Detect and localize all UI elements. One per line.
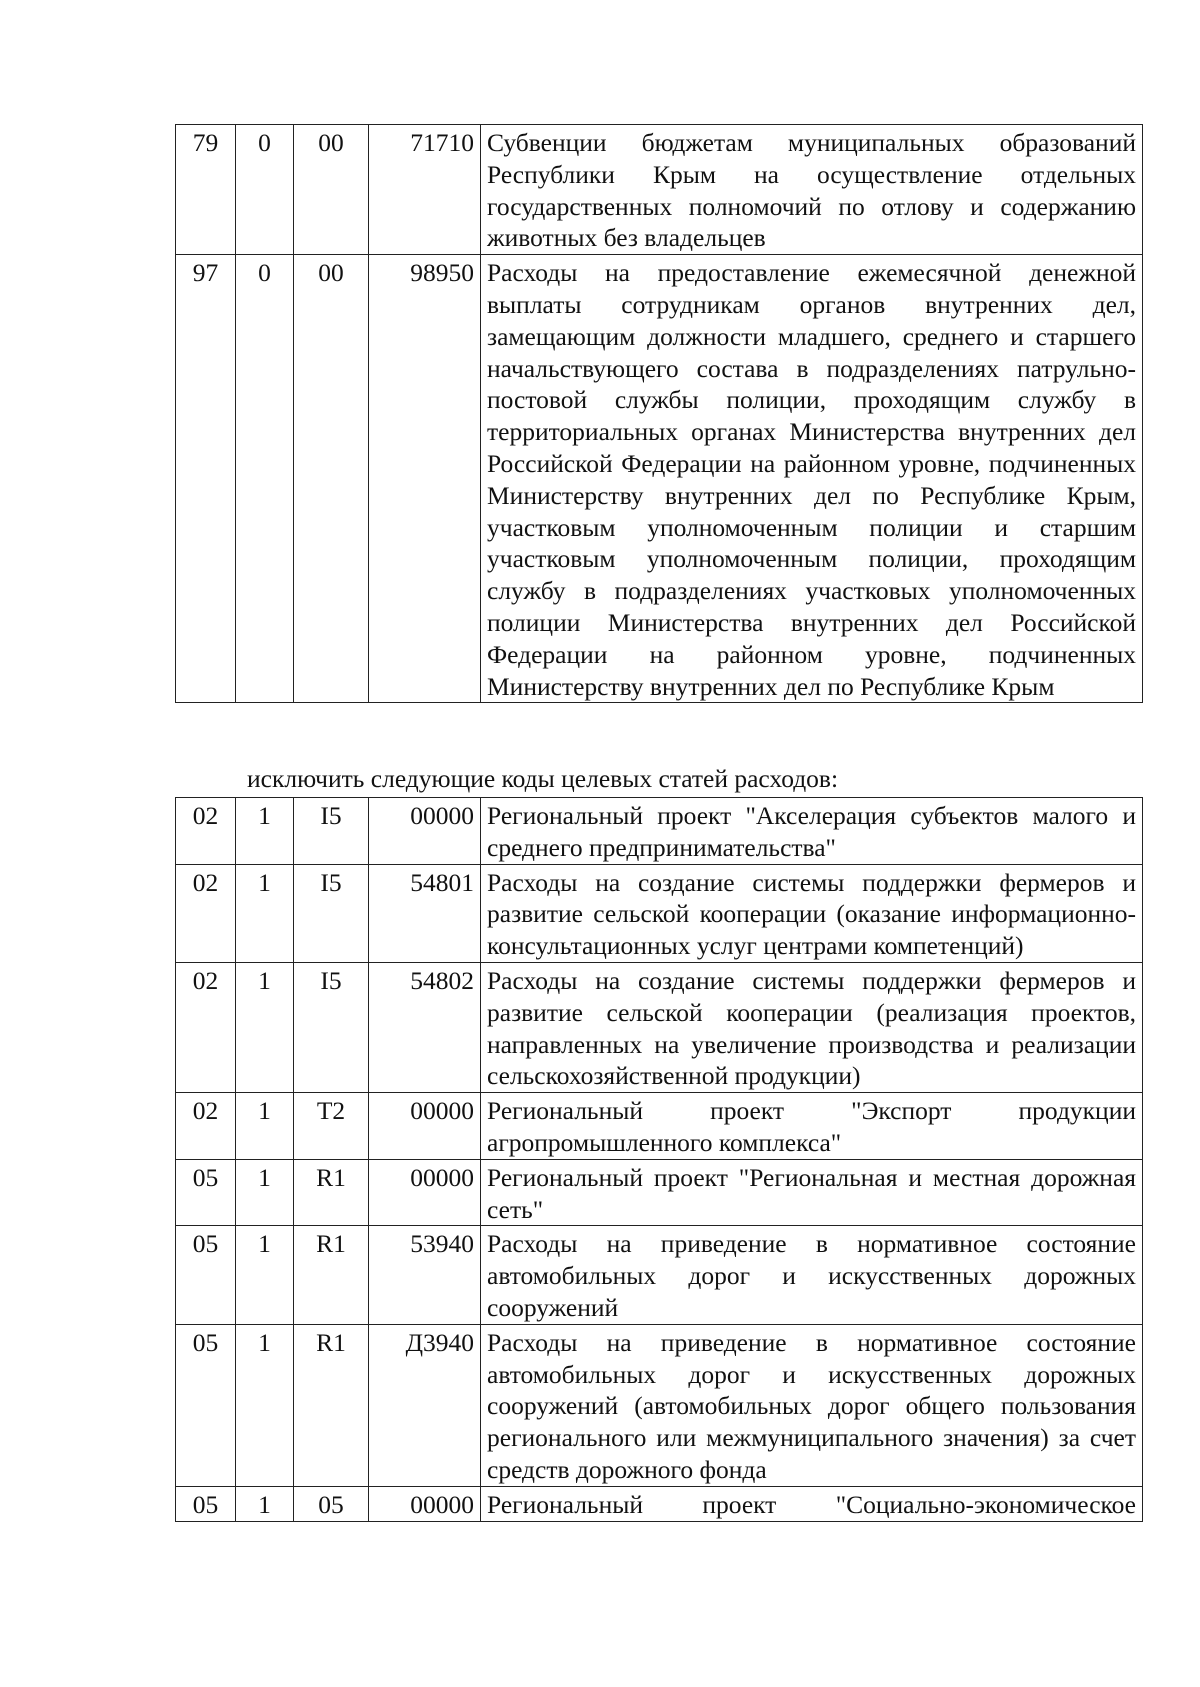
item-description: Региональный проект "Акселерация субъектов малого и среднего предпринимательства"	[481, 798, 1143, 865]
direction-code: 54801	[369, 864, 481, 962]
direction-code: 98950	[369, 255, 481, 703]
subprogram-code: 1	[236, 962, 294, 1092]
table-row	[176, 1324, 1143, 1486]
direction-code: 00000	[369, 1159, 481, 1226]
subprogram-code: 1	[236, 864, 294, 962]
table-row	[176, 1226, 1143, 1324]
direction-code: 54802	[369, 962, 481, 1092]
item-description: Региональный проект "Социально-экономическое	[481, 1486, 1143, 1521]
table-row	[176, 1159, 1143, 1226]
event-code: R1	[294, 1226, 369, 1324]
item-description: Расходы на предоставление ежемесячной денежной выплаты сотрудникам органов внутренних дел, замещающим должности младшего, среднего и старшего начальствующего состава в подразделениях патрульно-постовой службы полиции, проходящим службу в территориальных органах Министерства внутренних дел Российской Федерации на районном уровне, подчиненных Министерству внутренних дел по Республике Крым, участковым уполномоченным полиции и старшим участковым уполномоченным полиции, проходящим службу в подразделениях участковых уполномоченных полиции Министерства внутренних дел Российской Федерации на районном уровне, подчиненных Министерству внутренних дел по Республике Крым	[481, 255, 1143, 703]
table-row	[176, 125, 1143, 255]
target-codes-table-excluded	[175, 797, 1143, 1522]
event-code: 00	[294, 255, 369, 703]
direction-code: 53940	[369, 1226, 481, 1324]
direction-code: 00000	[369, 1093, 481, 1160]
target-codes-table-added	[175, 124, 1143, 703]
event-code: I5	[294, 864, 369, 962]
item-description: Расходы на приведение в нормативное состояние автомобильных дорог и искусственных дорожных сооружений (автомобильных дорог общего пользования регионального или межмуниципального значения) за счет средств дорожного фонда	[481, 1324, 1143, 1486]
program-code: 97	[176, 255, 236, 703]
subprogram-code: 1	[236, 1486, 294, 1521]
exclusion-instruction: исключить следующие коды целевых статей расходов:	[247, 764, 839, 793]
program-code: 02	[176, 1093, 236, 1160]
event-code: R1	[294, 1159, 369, 1226]
program-code: 79	[176, 125, 236, 255]
table-row	[176, 798, 1143, 865]
event-code: 00	[294, 125, 369, 255]
event-code: R1	[294, 1324, 369, 1486]
subprogram-code: 1	[236, 798, 294, 865]
program-code: 05	[176, 1324, 236, 1486]
program-code: 02	[176, 962, 236, 1092]
event-code: I5	[294, 962, 369, 1092]
program-code: 05	[176, 1159, 236, 1226]
program-code: 05	[176, 1486, 236, 1521]
item-description: Расходы на приведение в нормативное состояние автомобильных дорог и искусственных дорожных сооружений	[481, 1226, 1143, 1324]
direction-code: 00000	[369, 1486, 481, 1521]
table-row	[176, 1486, 1143, 1521]
table-row	[176, 1093, 1143, 1160]
table-row	[176, 962, 1143, 1092]
subprogram-code: 1	[236, 1093, 294, 1160]
subprogram-code: 1	[236, 1226, 294, 1324]
event-code: I5	[294, 798, 369, 865]
item-description: Субвенции бюджетам муниципальных образований Республики Крым на осуществление отдельных государственных полномочий по отлову и содержанию животных без владельцев	[481, 125, 1143, 255]
direction-code: 00000	[369, 798, 481, 865]
subprogram-code: 0	[236, 255, 294, 703]
item-description: Расходы на создание системы поддержки фермеров и развитие сельской кооперации (оказание информационно-консультационных услуг центрами компетенций)	[481, 864, 1143, 962]
program-code: 02	[176, 798, 236, 865]
subprogram-code: 1	[236, 1159, 294, 1226]
subprogram-code: 1	[236, 1324, 294, 1486]
program-code: 05	[176, 1226, 236, 1324]
direction-code: 71710	[369, 125, 481, 255]
event-code: 05	[294, 1486, 369, 1521]
item-description: Региональный проект "Экспорт продукции агропромышленного комплекса"	[481, 1093, 1143, 1160]
item-description: Расходы на создание системы поддержки фермеров и развитие сельской кооперации (реализация проектов, направленных на увеличение производства и реализации сельскохозяйственной продукции)	[481, 962, 1143, 1092]
subprogram-code: 0	[236, 125, 294, 255]
program-code: 02	[176, 864, 236, 962]
item-description: Региональный проект "Региональная и местная дорожная сеть"	[481, 1159, 1143, 1226]
table-row	[176, 864, 1143, 962]
direction-code: Д3940	[369, 1324, 481, 1486]
table-row	[176, 255, 1143, 703]
event-code: T2	[294, 1093, 369, 1160]
